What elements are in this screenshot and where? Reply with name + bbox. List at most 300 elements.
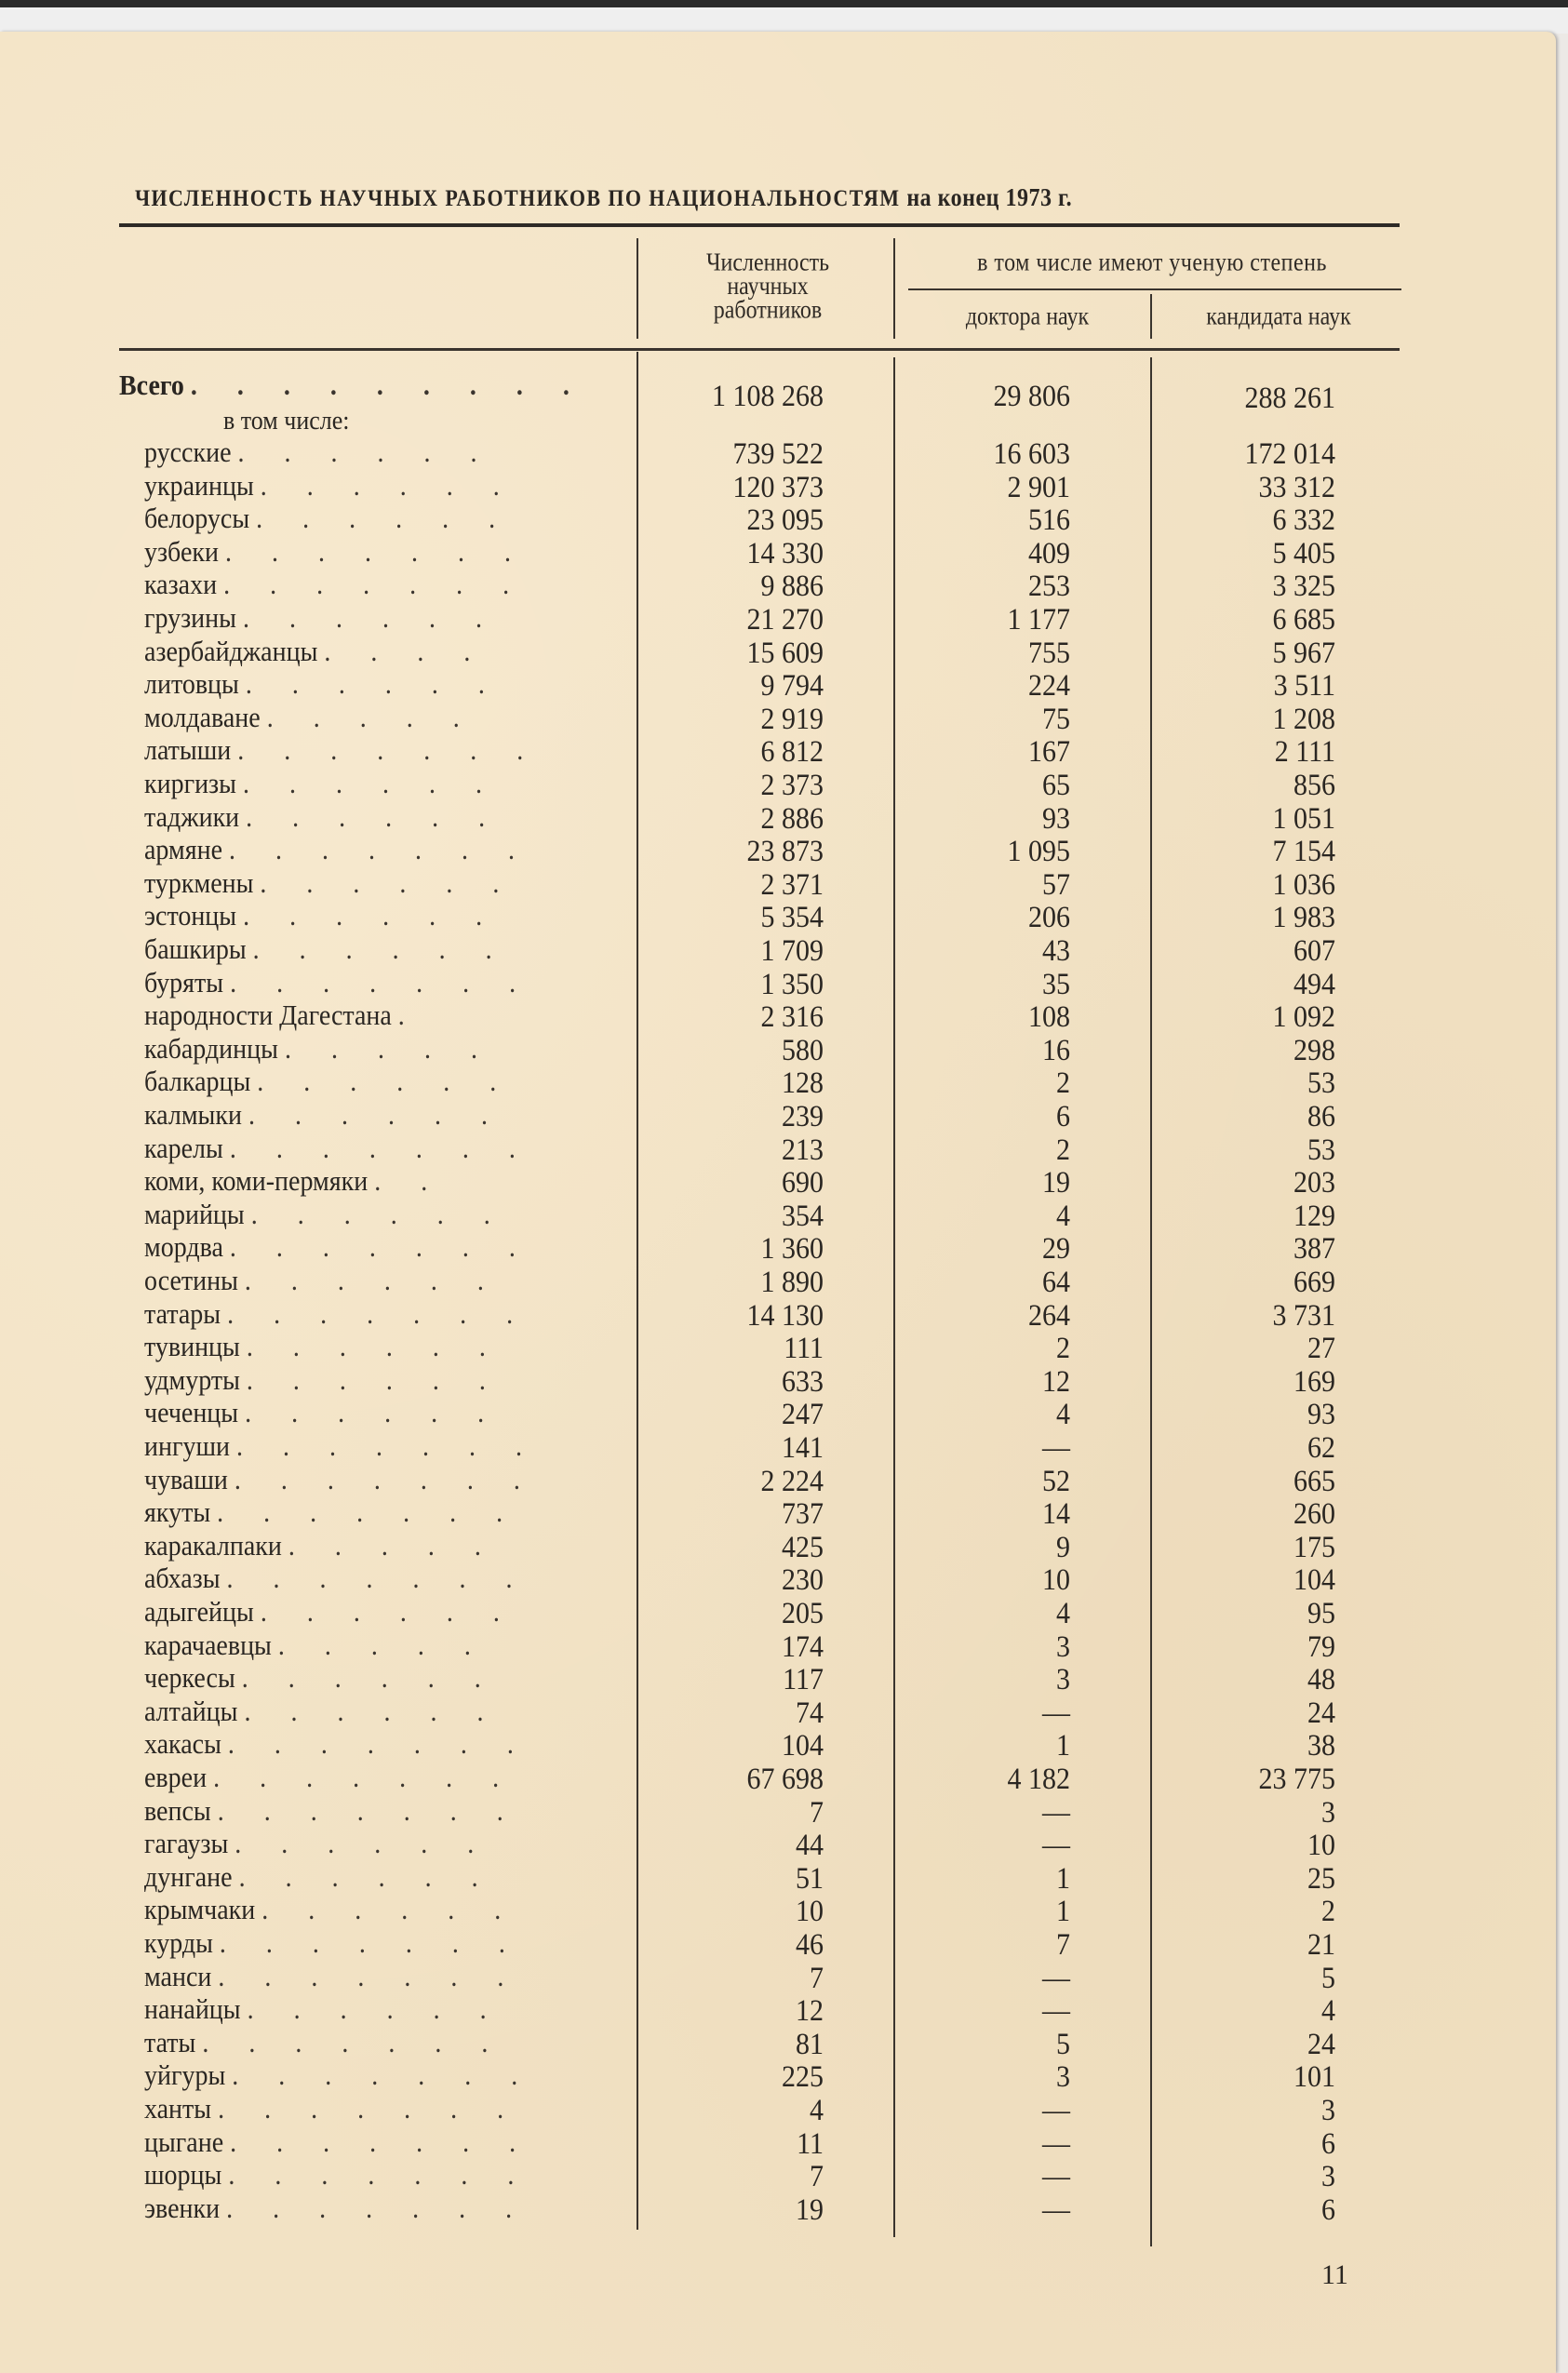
candidates-count: 1 983: [1272, 901, 1335, 935]
doctors-count: 409: [1028, 536, 1070, 570]
row-label: [144, 934, 628, 967]
candidates-count: 5 405: [1272, 536, 1335, 570]
leader-dots: . . . . . .: [252, 934, 509, 966]
workers-count: 4: [810, 2094, 824, 2127]
doctors-count: —: [1042, 1994, 1070, 2028]
candidates-count: 298: [1293, 1033, 1335, 1067]
workers-count: 205: [782, 1597, 824, 1630]
workers-count: 2 919: [760, 702, 824, 736]
nationality-name: удмурты: [144, 1364, 240, 1397]
nationality-name: эвенки: [144, 2192, 221, 2225]
leader-dots: . . . . . . .: [213, 1763, 516, 1794]
doctors-count: 3: [1056, 2060, 1070, 2095]
header-workers: [642, 248, 893, 325]
table-row: [0, 1928, 1568, 1962]
candidates-count: 86: [1307, 1100, 1335, 1133]
nationality-name: карелы: [144, 1133, 223, 1165]
leader-dots: . . . . . .: [260, 1597, 516, 1629]
row-label: [144, 637, 628, 669]
row-label: [144, 603, 628, 636]
workers-count: 1 350: [760, 967, 824, 1001]
row-label: [144, 1895, 628, 1927]
workers-count: 2 224: [760, 1464, 824, 1498]
nationality-name: гагаузы: [144, 1829, 229, 1860]
candidates-count: 856: [1293, 769, 1335, 802]
nationality-name: таты: [144, 2027, 196, 2059]
total-workers: 1 108 268: [712, 380, 824, 413]
workers-count: 7: [810, 1961, 824, 1995]
workers-count: 6 812: [760, 735, 824, 770]
leader-dots: . . . . . .: [244, 1696, 501, 1728]
workers-count: 14 330: [746, 536, 824, 570]
nationality-name: цыгане: [144, 2126, 224, 2159]
nationality-name: вепсы: [144, 1795, 211, 1828]
candidates-count: 4: [1321, 1994, 1335, 2028]
candidates-count: 6 685: [1272, 603, 1335, 637]
nationality-name: черкесы: [144, 1663, 235, 1695]
nationality-name: буряты: [144, 967, 224, 999]
candidates-count: 3: [1321, 2094, 1335, 2127]
row-label: [144, 1000, 628, 1033]
row-label: [144, 1034, 628, 1066]
table-row: [0, 1763, 1568, 1796]
workers-count: 46: [796, 1928, 824, 1962]
table-row: [0, 2094, 1568, 2127]
row-label: [144, 1232, 628, 1265]
leader-dots: . . . . . . .: [236, 1431, 539, 1463]
row-label: [144, 2193, 628, 2226]
doctors-count: 4: [1056, 1398, 1070, 1432]
doctors-count: 14: [1042, 1497, 1070, 1531]
title-main: ЧИСЛЕННОСТЬ НАУЧНЫХ РАБОТНИКОВ ПО НАЦИОНАЛЬНОСТЯМ: [135, 184, 901, 211]
row-label: [144, 669, 628, 702]
doctors-count: —: [1042, 1961, 1070, 1995]
candidates-count: 1 036: [1272, 867, 1335, 902]
leader-dots: . . . . . . .: [217, 1795, 520, 1828]
candidates-count: 5 967: [1272, 636, 1335, 670]
leader-dots: . . . . . . .: [217, 1497, 520, 1529]
doctors-count: —: [1042, 2192, 1070, 2227]
doctors-count: 12: [1042, 1364, 1070, 1399]
table-row: [0, 1332, 1568, 1365]
table-row: [0, 1232, 1568, 1266]
leader-dots: . . . . . .: [256, 503, 513, 535]
doctors-count: —: [1042, 2160, 1070, 2193]
candidates-count: 53: [1307, 1066, 1335, 1101]
workers-count: 74: [796, 1696, 824, 1730]
doctors-count: 35: [1042, 967, 1070, 1001]
row-label: [144, 1398, 628, 1430]
leader-dots: . . . . . . .: [230, 967, 533, 999]
row-label: [144, 703, 628, 735]
nationality-name: мордва: [144, 1232, 223, 1264]
workers-count: 580: [782, 1033, 824, 1067]
doctors-count: —: [1042, 1696, 1070, 1730]
nationality-name: чеченцы: [144, 1398, 239, 1429]
table-row: [0, 1166, 1568, 1200]
header-candidates: кандидата наук: [1206, 302, 1351, 331]
row-label: [144, 1962, 628, 1994]
doctors-count: 3: [1056, 1629, 1070, 1664]
nationality-name: крымчаки: [144, 1895, 256, 1926]
doctors-count: 2: [1056, 1332, 1070, 1365]
candidates-count: 38: [1307, 1729, 1335, 1763]
table-row: [0, 1729, 1568, 1763]
workers-count: 690: [782, 1166, 824, 1200]
workers-count: 12: [796, 1994, 824, 2028]
doctors-count: 64: [1042, 1266, 1070, 1299]
table-row: [0, 802, 1568, 836]
candidates-count: 3: [1321, 1795, 1335, 1830]
workers-count: 2 316: [760, 1000, 824, 1034]
nationality-name: манси: [144, 1961, 212, 1993]
candidates-count: 6: [1321, 2126, 1335, 2161]
leader-dots: . . . . . .: [242, 603, 499, 635]
nationality-name: карачаевцы: [144, 1629, 272, 1662]
workers-count: 10: [796, 1895, 824, 1929]
row-label: [144, 1299, 628, 1332]
leader-dots: . . . . . . .: [218, 2094, 521, 2125]
nationality-name: марийцы: [144, 1199, 245, 1231]
workers-count: 11: [797, 2126, 824, 2161]
nationality-name: ханты: [144, 2094, 212, 2125]
row-label: [144, 437, 628, 470]
nationality-name: татары: [144, 1298, 221, 1331]
candidates-count: 104: [1293, 1563, 1335, 1598]
doctors-count: 65: [1042, 769, 1070, 802]
row-label: [144, 1497, 628, 1530]
leader-dots: . . . . . .: [242, 769, 499, 800]
table-row: [0, 1696, 1568, 1730]
row-label: [144, 1465, 628, 1497]
workers-count: 213: [782, 1133, 824, 1167]
candidates-count: 1 208: [1272, 702, 1335, 736]
nationality-name: уйгуры: [144, 2060, 226, 2092]
candidates-count: 5: [1321, 1961, 1335, 1995]
table-row: [0, 1597, 1568, 1630]
candidates-count: 172 014: [1244, 437, 1335, 471]
workers-count: 111: [784, 1332, 824, 1365]
doctors-count: 75: [1042, 702, 1070, 736]
doctors-count: —: [1042, 2126, 1070, 2161]
workers-count: 15 609: [746, 636, 824, 670]
leader-dots: . . . . . .: [245, 669, 502, 701]
doctors-count: 4: [1056, 1597, 1070, 1630]
candidates-count: 494: [1293, 967, 1335, 1001]
candidates-count: 665: [1293, 1464, 1335, 1498]
workers-count: 1 890: [760, 1266, 824, 1299]
doctors-count: 29: [1042, 1232, 1070, 1267]
table-row: [0, 868, 1568, 902]
nationality-name: шорцы: [144, 2160, 222, 2192]
candidates-count: 53: [1307, 1133, 1335, 1167]
table-row: [0, 901, 1568, 934]
workers-count: 225: [782, 2060, 824, 2095]
candidates-count: 95: [1307, 1597, 1335, 1630]
nationality-name: туркмены: [144, 867, 254, 900]
nationality-name: алтайцы: [144, 1696, 238, 1728]
candidates-count: 33 312: [1258, 470, 1335, 504]
doctors-count: 9: [1056, 1530, 1070, 1564]
total-candidates: 288 261: [1244, 382, 1335, 415]
row-label: [144, 1862, 628, 1895]
nationality-name: таджики: [144, 801, 240, 834]
workers-count: 9 794: [760, 669, 824, 703]
doctors-count: 2: [1056, 1066, 1070, 1101]
leader-dots: . . . . .: [288, 1530, 498, 1562]
leader-dots: .: [397, 1000, 422, 1032]
leader-dots: . . . . . . .: [234, 1464, 537, 1496]
workers-count: 2 371: [760, 867, 824, 902]
table-row: [0, 1563, 1568, 1597]
doctors-count: 93: [1042, 801, 1070, 836]
nationality-name: узбеки: [144, 536, 219, 569]
doctors-count: —: [1042, 2094, 1070, 2127]
scanner-edge: [0, 0, 1568, 7]
doctors-count: 16 603: [993, 437, 1070, 471]
candidates-count: 203: [1293, 1166, 1335, 1200]
nationality-name: якуты: [144, 1497, 211, 1529]
table-row: [0, 1066, 1568, 1100]
row-label: [144, 1729, 628, 1762]
leader-dots: . . . . . . . . .: [190, 370, 586, 402]
candidates-count: 607: [1293, 934, 1335, 968]
workers-count: 117: [783, 1663, 824, 1696]
doctors-count: 16: [1042, 1033, 1070, 1067]
leader-dots: . . . . . .: [261, 1895, 518, 1926]
row-label: [144, 735, 628, 768]
row-label: [144, 1563, 628, 1596]
nationality-name: киргизы: [144, 769, 236, 800]
workers-count: 737: [782, 1497, 824, 1531]
table-row: [0, 2060, 1568, 2094]
workers-count: 21 270: [746, 603, 824, 637]
workers-count: 1 709: [760, 934, 824, 968]
leader-dots: . . . . . .: [245, 1398, 502, 1429]
table-row: [0, 1431, 1568, 1465]
candidates-count: 175: [1293, 1530, 1335, 1564]
candidates-count: 2 111: [1274, 735, 1335, 770]
table-row: [0, 503, 1568, 537]
leader-dots: . . . . . .: [237, 437, 494, 469]
leader-dots: . . . . . .: [260, 470, 516, 503]
workers-count: 7: [810, 1795, 824, 1830]
row-label: [144, 471, 628, 503]
doctors-count: 264: [1028, 1298, 1070, 1333]
candidates-count: 1 092: [1272, 1000, 1335, 1034]
nationality-name: народности Дагестана: [144, 1000, 392, 1032]
doctors-count: 7: [1056, 1928, 1070, 1962]
leader-dots: . . . . . .: [246, 1332, 503, 1363]
candidates-count: 93: [1307, 1398, 1335, 1432]
table-row: [0, 1034, 1568, 1067]
doctors-count: 1 177: [1007, 603, 1070, 637]
row-label: [144, 835, 628, 867]
leader-dots: . . . . . .: [243, 901, 500, 932]
nationality-name: осетины: [144, 1266, 238, 1297]
table-row: [0, 1796, 1568, 1830]
candidates-count: 10: [1307, 1829, 1335, 1862]
table-row: [0, 1465, 1568, 1498]
row-label: [144, 1796, 628, 1829]
workers-count: 425: [782, 1530, 824, 1564]
nationality-name: кабардинцы: [144, 1033, 278, 1066]
title-rule: [119, 223, 1400, 227]
leader-dots: . . . . . . .: [219, 1928, 522, 1960]
leader-dots: . . . . . . .: [237, 735, 541, 767]
workers-count: 67 698: [746, 1763, 824, 1796]
row-label: [144, 1431, 628, 1464]
nationality-name: эстонцы: [144, 901, 237, 932]
workers-count: 23 095: [746, 503, 824, 537]
row-label: [144, 868, 628, 901]
column-divider-2: [893, 238, 895, 339]
candidates-count: 101: [1293, 2060, 1335, 2095]
leader-dots: . . . . .: [277, 1629, 488, 1662]
nationality-name: калмыки: [144, 1100, 242, 1132]
title-suffix: на конец 1973 г.: [906, 184, 1073, 212]
leader-dots: . .: [374, 1166, 445, 1198]
workers-count: 354: [782, 1199, 824, 1233]
table-row: [0, 1299, 1568, 1333]
table-row: [0, 1531, 1568, 1564]
table-row: [0, 934, 1568, 968]
nationality-name: курды: [144, 1928, 213, 1960]
doctors-count: 1: [1056, 1895, 1070, 1929]
row-label: [144, 769, 628, 801]
table-row: [0, 2028, 1568, 2061]
doctors-count: 3: [1056, 1663, 1070, 1696]
table-row: [0, 1200, 1568, 1233]
candidates-count: 21: [1307, 1928, 1335, 1962]
nationality-name: украинцы: [144, 470, 254, 503]
nationality-name: русские: [144, 437, 232, 469]
row-label: [144, 503, 628, 536]
workers-count: 174: [782, 1629, 824, 1664]
leader-dots: . . . . . . .: [202, 2027, 505, 2059]
doctors-count: 253: [1028, 570, 1070, 604]
nationality-name: дунгане: [144, 1861, 233, 1894]
table-row: [0, 1994, 1568, 2028]
doctors-count: 108: [1028, 1000, 1070, 1034]
doctors-count: 516: [1028, 503, 1070, 537]
nationality-name: латыши: [144, 735, 232, 767]
leader-dots: . . . . . .: [247, 1994, 503, 2026]
candidates-count: 6 332: [1272, 503, 1335, 537]
table-row: [0, 2160, 1568, 2193]
row-label: [144, 1332, 628, 1364]
nationality-name: балкарцы: [144, 1066, 251, 1098]
leader-dots: . . . . .: [284, 1033, 494, 1066]
candidates-count: 1 051: [1272, 801, 1335, 836]
leader-dots: . . . . . .: [246, 801, 503, 834]
nationality-name: литовцы: [144, 669, 239, 701]
nationality-name: хакасы: [144, 1729, 221, 1761]
row-label: [144, 2028, 628, 2060]
doctors-count: 57: [1042, 867, 1070, 902]
leader-dots: . . . . .: [266, 702, 476, 734]
table-row: [0, 1100, 1568, 1133]
row-label: [144, 1133, 628, 1166]
candidates-count: 129: [1293, 1199, 1335, 1233]
total-label: Всего: [119, 370, 184, 402]
leader-dots: . . . . . . .: [232, 2060, 535, 2092]
row-label: [144, 1200, 628, 1232]
nationality-name: евреи: [144, 1763, 208, 1794]
candidates-count: 3 325: [1272, 570, 1335, 604]
leader-dots: . . . . . .: [248, 1100, 504, 1132]
workers-count: 104: [782, 1729, 824, 1763]
workers-count: 14 130: [746, 1298, 824, 1333]
doctors-count: 52: [1042, 1464, 1070, 1498]
row-label: [144, 2127, 628, 2160]
leader-dots: . . . . . . .: [223, 570, 527, 601]
candidates-count: 27: [1307, 1332, 1335, 1365]
doctors-count: 1 095: [1007, 835, 1070, 868]
candidates-count: 6: [1321, 2192, 1335, 2227]
workers-count: 239: [782, 1100, 824, 1133]
workers-count: 2 373: [760, 769, 824, 802]
table-row: [0, 1895, 1568, 1928]
leader-dots: . . . . . .: [238, 1861, 495, 1894]
candidates-count: 3: [1321, 2160, 1335, 2193]
workers-count: 141: [782, 1431, 824, 1465]
header-doctors: доктора наук: [965, 302, 1090, 331]
nationality-name: ингуши: [144, 1431, 230, 1463]
candidates-count: 25: [1307, 1861, 1335, 1896]
row-label: [144, 1066, 628, 1099]
leader-dots: . . . . . . .: [224, 536, 528, 569]
doctors-count: 19: [1042, 1166, 1070, 1200]
row-label: [144, 1100, 628, 1133]
row-label: [144, 1266, 628, 1298]
total-doctors: 29 806: [993, 380, 1070, 413]
header-workers-line1: Численность: [705, 248, 830, 277]
candidates-count: 48: [1307, 1663, 1335, 1696]
nationality-name: нанайцы: [144, 1994, 241, 2026]
row-label: [144, 1763, 628, 1795]
workers-count: 230: [782, 1563, 824, 1598]
row-label: [144, 1994, 628, 2027]
table-title: [135, 184, 1400, 213]
table-row: [0, 669, 1568, 703]
workers-count: 2 886: [760, 801, 824, 836]
leader-dots: . . . . . .: [244, 1266, 501, 1297]
doctors-count: 10: [1042, 1563, 1070, 1598]
header-workers-line2: научных: [727, 273, 809, 301]
row-label: [144, 1829, 628, 1861]
workers-count: 23 873: [746, 835, 824, 868]
candidates-count: 24: [1307, 1696, 1335, 1730]
table-row: [0, 968, 1568, 1001]
doctors-count: 2: [1056, 1133, 1070, 1167]
leader-dots: . . . . . . .: [229, 1232, 532, 1264]
column-divider-3: [1150, 294, 1152, 339]
table-row: [0, 1000, 1568, 1034]
candidates-count: 7 154: [1272, 835, 1335, 868]
nationality-name: коми, коми-пермяки: [144, 1166, 369, 1198]
doctors-count: 1: [1056, 1861, 1070, 1896]
table-row: [0, 1630, 1568, 1664]
doctors-count: 4: [1056, 1199, 1070, 1233]
candidates-count: 260: [1293, 1497, 1335, 1531]
nationality-name: молдаване: [144, 702, 261, 734]
leader-dots: . . . . . . .: [230, 2126, 533, 2159]
candidates-count: 24: [1307, 2027, 1335, 2061]
nationality-name: чуваши: [144, 1464, 228, 1496]
workers-count: 120 373: [732, 470, 824, 504]
table-row: [0, 1133, 1568, 1167]
